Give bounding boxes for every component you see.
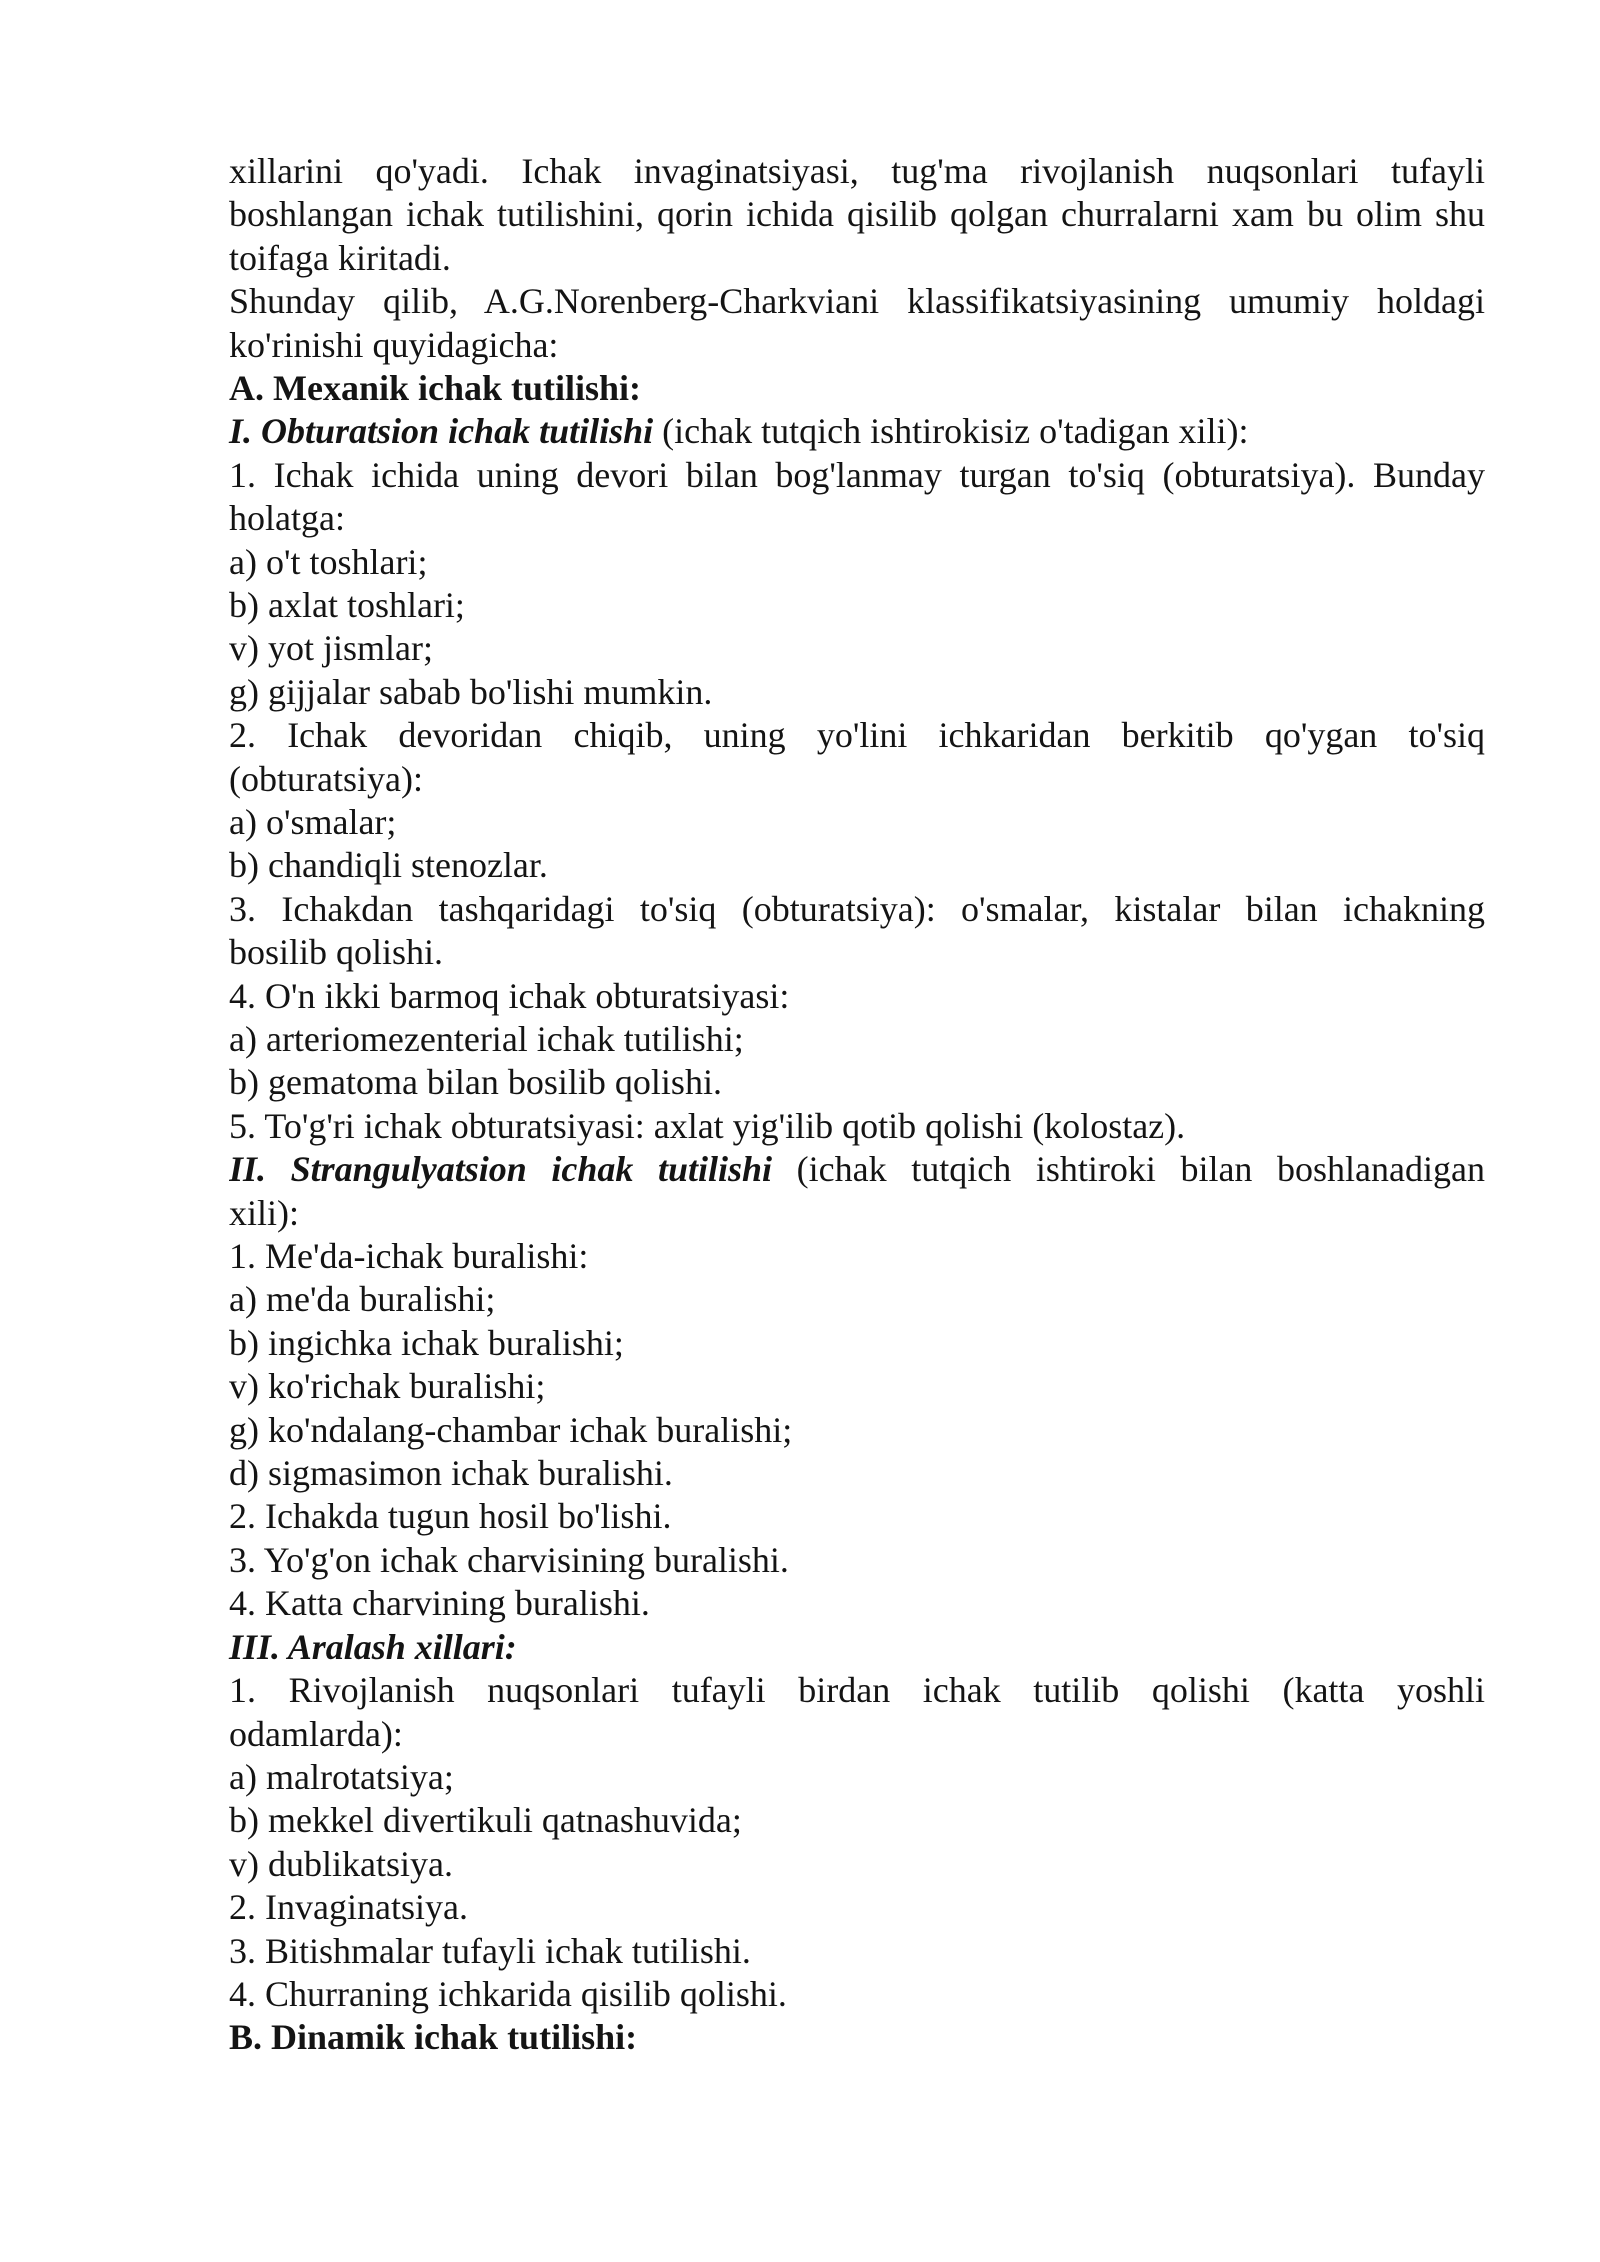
section-heading-a: A. Mexanik ichak tutilishi: [229, 367, 642, 408]
list-item: g) ko'ndalang-chambar ichak buralishi; [229, 1409, 793, 1450]
list-item: g) gijjalar sabab bo'lishi mumkin. [229, 671, 713, 712]
list-item-continuation: bosilib qolishi. [229, 932, 444, 973]
subsection-heading-obturatsion [229, 410, 1485, 453]
list-item: a) malrotatsiya; [229, 1756, 454, 1797]
section-heading-b: B. Dinamik ichak tutilishi: [229, 2017, 638, 2058]
list-item: 5. To'g'ri ichak obturatsiyasi: axlat yig'ilib qotib qolishi (kolostaz). [229, 1105, 1186, 1146]
list-item: a) o'smalar; [229, 802, 397, 843]
list-item: 3. Bitishmalar tufayli ichak tutilishi. [229, 1930, 751, 1971]
paragraph-line: ko'rinishi quyidagicha: [229, 324, 559, 365]
list-item: b) gematoma bilan bosilib qolishi. [229, 1062, 722, 1103]
list-item: b) mekkel divertikuli qatnashuvida; [229, 1800, 742, 1841]
paragraph-line: xillarini qo'yadi. Ichak invaginatsiyasi, tug'ma rivojlanish nuqsonlari tufayli [229, 151, 1485, 191]
list-item-continuation: odamlarda): [229, 1713, 403, 1754]
list-item: 3. Yo'g'on ichak charvisining buralishi. [229, 1539, 789, 1580]
list-item: b) axlat toshlari; [229, 585, 465, 625]
list-item: a) me'da buralishi; [229, 1279, 496, 1320]
list-item: 4. Churraning ichkarida qisilib qolishi. [229, 1973, 787, 2014]
subsection-note: (ichak tutqich ishtiroki bilan boshlanadigan [772, 1149, 1485, 1190]
paragraph-line: toifaga kiritadi. [229, 237, 451, 278]
list-item: v) dublikatsiya. [229, 1843, 453, 1884]
list-item: v) yot jismlar; [229, 628, 433, 669]
subsection-title: II. Strangulyatsion ichak tutilishi [229, 1149, 773, 1190]
list-item: 4. Katta charvining buralishi. [229, 1583, 650, 1624]
subsection-title: I. Obturatsion ichak tutilishi [229, 411, 654, 452]
list-item: 2. Invaginatsiya. [229, 1887, 468, 1928]
list-item-continuation: (obturatsiya): [229, 758, 423, 799]
list-item-continuation: holatga: [229, 498, 345, 539]
list-item: 2. Ichak devoridan chiqib, uning yo'lini ichkaridan berkitib qo'ygan to'siq [229, 715, 1485, 756]
paragraph-line: boshlangan ichak tutilishini, qorin ichida qisilib qolgan churralarni xam bu olim shu [229, 194, 1485, 235]
list-item: b) ingichka ichak buralishi; [229, 1322, 624, 1363]
subsection-heading-strangulyatsion [229, 1148, 1485, 1191]
subsection-note-continuation: xili): [229, 1192, 299, 1233]
list-item: a) arteriomezenterial ichak tutilishi; [229, 1019, 744, 1060]
list-item: d) sigmasimon ichak buralishi. [229, 1453, 673, 1494]
list-item: 1. Ichak ichida uning devori bilan bog'lanmay turgan to'siq (obturatsiya). Bunday [229, 454, 1485, 495]
list-item: 2. Ichakda tugun hosil bo'lishi. [229, 1496, 672, 1537]
list-item: 1. Rivojlanish nuqsonlari tufayli birdan ichak tutilib qolishi (katta yoshli [229, 1670, 1485, 1711]
subsection-note: (ichak tutqich ishtirokisiz o'tadigan xili): [653, 411, 1249, 452]
paragraph-line: Shunday qilib, A.G.Norenberg-Charkviani klassifikatsiyasining umumiy holdagi [229, 281, 1485, 322]
list-item: 4. O'n ikki barmoq ichak obturatsiyasi: [229, 975, 790, 1016]
document-body [229, 150, 1485, 2060]
list-item: v) ko'richak buralishi; [229, 1366, 546, 1407]
subsection-heading-aralash: III. Aralash xillari: [229, 1626, 517, 1667]
list-item: 1. Me'da-ichak buralishi: [229, 1236, 589, 1277]
list-item: 3. Ichakdan tashqaridagi to'siq (obturatsiya): o'smalar, kistalar bilan ichakning [229, 888, 1485, 929]
list-item: a) o't toshlari; [229, 541, 428, 582]
list-item: b) chandiqli stenozlar. [229, 845, 548, 886]
